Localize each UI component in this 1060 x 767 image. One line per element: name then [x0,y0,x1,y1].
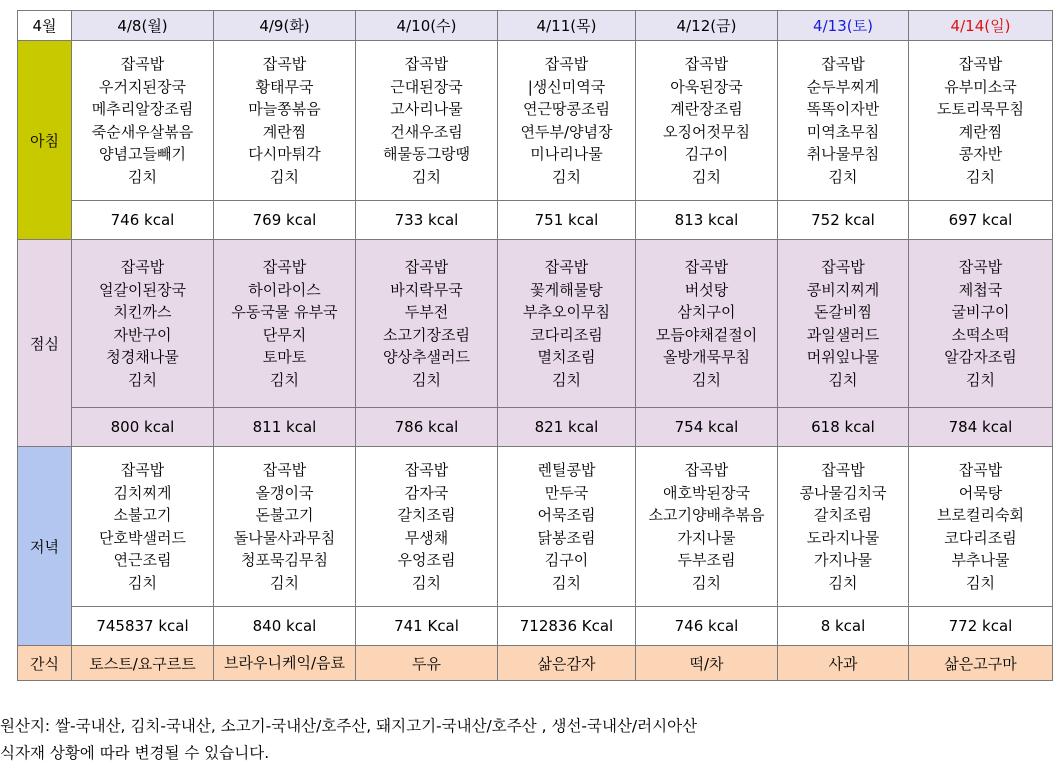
menu-item: 얼갈이된장국 [99,280,186,299]
menu-item: 우엉조림 [397,551,456,569]
menu-item: 렌틸콩밥 [537,461,596,479]
kcal-value: 741 Kcal [356,607,498,646]
menu-item: 김치 [412,167,441,186]
menu-item: 김치 [692,573,721,592]
menu-item: 단호박샐러드 [99,528,186,547]
menu-item: 마늘쫑볶음 [248,100,321,118]
kcal-value: 800 kcal [72,408,214,447]
menu-item: 청포묵김무침 [241,551,328,569]
kcal-value: 618 kcal [778,408,909,447]
kcal-row [18,607,1053,646]
menu-cell [498,41,636,201]
menu-item: 해물동그랑땡 [383,145,470,163]
menu-item: 돌나물사과무침 [233,528,336,547]
menu-item: 도토리묵무침 [937,100,1024,118]
day-header: 4/8(월) [72,11,214,41]
menu-item: 고사리나물 [390,100,463,118]
menu-item: 버섯탕 [684,280,729,299]
kcal-value: 772 kcal [909,607,1053,646]
menu-item: 두부조림 [677,551,736,569]
meal-row [18,447,1053,607]
menu-item: 김치찌게 [113,483,172,502]
day-header: 4/13(토) [778,11,909,41]
menu-item: 잡곡밥 [958,258,1003,276]
menu-item: 소떡소떡 [951,325,1010,344]
kcal-value: 754 kcal [636,408,778,447]
menu-item: 김구이 [684,145,729,163]
snack-item: 브라우니케익/음료 [214,646,356,681]
kcal-value: 821 kcal [498,408,636,447]
menu-item: 김치 [966,167,995,186]
menu-item: 메추리알장조림 [91,100,194,118]
menu-item: 연근땅콩조림 [523,100,610,118]
menu-item: 김치 [692,370,721,389]
menu-item: 자반구이 [113,325,172,344]
menu-item: 계란장조림 [670,100,743,118]
kcal-value: 746 kcal [636,607,778,646]
menu-item: 우동국물 유부국 [231,303,338,321]
menu-item: 오징어젓무침 [663,122,750,141]
menu-cell [214,447,356,607]
snack-item: 삶은감자 [498,646,636,681]
month-label: 4월 [18,11,72,41]
menu-item: 삼치구이 [677,303,736,321]
menu-item: 잡곡밥 [262,258,307,276]
menu-item: 단무지 [262,325,307,344]
menu-item: 올갱이국 [255,483,314,502]
menu-item: 도라지나물 [806,528,880,547]
menu-item: 부추나물 [951,551,1010,569]
menu-item: 알감자조림 [944,348,1017,366]
menu-item: 올방개묵무침 [663,348,750,366]
snack-item: 삶은고구마 [909,646,1053,681]
kcal-value: 752 kcal [778,201,909,240]
menu-item: 김치 [270,370,299,389]
menu-item: 똑똑이자반 [806,100,880,118]
menu-cell [498,447,636,607]
menu-item: 코다리조림 [944,528,1017,547]
menu-item: 가지나물 [677,528,736,547]
menu-item: 잡곡밥 [262,461,307,479]
menu-item: 미역초무침 [806,122,880,141]
menu-item: 순두부찌게 [806,77,880,96]
meal-label: 저녁 [18,447,72,646]
menu-item: 잡곡밥 [821,55,865,73]
menu-cell [909,240,1053,408]
menu-item: 소고기양배추볶음 [648,506,765,524]
menu-item: 건새우조림 [390,122,463,141]
menu-item: 가지나물 [814,551,872,569]
menu-item: 잡곡밥 [958,55,1003,73]
menu-item: 김치 [128,573,157,592]
menu-cell [778,41,909,201]
kcal-value: 769 kcal [214,201,356,240]
snack-label: 간식 [18,646,72,681]
menu-item: 무생채 [404,528,449,547]
menu-item: 굴비구이 [951,303,1010,321]
menu-item: 부추오이무침 [523,303,610,321]
menu-item: 머위잎나물 [806,348,880,366]
snack-item: 두유 [356,646,498,681]
menu-item: 계란찜 [262,122,307,141]
menu-item: 잡곡밥 [684,258,729,276]
menu-item: 돈불고기 [255,506,314,524]
kcal-value: 745837 kcal [72,607,214,646]
snack-item: 사과 [778,646,909,681]
menu-item: 김치 [270,573,299,592]
menu-item: 미나리나물 [530,145,603,163]
meal-row [18,240,1053,408]
change-notice: 식자재 상황에 따라 변경될 수 있습니다. [0,744,270,762]
menu-item: 멸치조림 [537,348,596,366]
meal-label: 점심 [18,240,72,447]
menu-item: 콩자반 [958,145,1003,163]
snack-item: 토스트/요구르트 [72,646,214,681]
menu-cell [909,447,1053,607]
menu-item: 콩비지찌게 [806,280,880,299]
kcal-value: 697 kcal [909,201,1053,240]
kcal-row [18,201,1053,240]
menu-item: 유부미소국 [944,77,1017,96]
footer-notes [0,713,697,767]
kcal-value: 733 kcal [356,201,498,240]
menu-item: 바지락무국 [390,280,463,299]
menu-item: 양념고들빼기 [99,145,186,163]
menu-item: 양상추샐러드 [383,348,470,366]
menu-cell [214,41,356,201]
snack-item: 떡/차 [636,646,778,681]
menu-item: 죽순새우살볶음 [91,122,194,141]
kcal-value: 813 kcal [636,201,778,240]
menu-item: 어묵탕 [958,483,1003,502]
meal-row [18,41,1053,201]
meal-label: 아침 [18,41,72,240]
menu-item: 김치 [128,370,157,389]
day-header: 4/14(일) [909,11,1053,41]
menu-item: 잡곡밥 [404,258,449,276]
menu-item: 콩나물김치국 [799,483,887,502]
day-header: 4/10(수) [356,11,498,41]
menu-cell [498,240,636,408]
menu-cell [778,240,909,408]
kcal-value: 746 kcal [72,201,214,240]
menu-item: 연두부/양념장 [520,122,613,141]
kcal-value: 751 kcal [498,201,636,240]
menu-cell [778,447,909,607]
kcal-value: 840 kcal [214,607,356,646]
menu-item: 김치 [828,573,858,592]
menu-item: 잡곡밥 [404,461,449,479]
menu-item: 잡곡밥 [544,55,589,73]
menu-item: 잡곡밥 [821,258,865,276]
menu-item: 아욱된장국 [670,77,743,96]
menu-item: 잡곡밥 [120,55,165,73]
origin-note: 원산지: 쌀-국내산, 김치-국내산, 소고기-국내산/호주산, 돼지고기-국내산/호주산 , 생선-국내산/러시아산 [0,717,698,735]
menu-item: 김구이 [544,551,589,569]
menu-item: 청경채나물 [106,348,179,366]
menu-item: 꽃게해물탕 [530,280,603,299]
menu-item: 과일샐러드 [806,325,880,344]
menu-item: 두부전 [404,303,449,321]
menu-item: 돈갈비찜 [814,303,872,321]
menu-cell [72,41,214,201]
kcal-value: 786 kcal [356,408,498,447]
menu-item: 김치 [552,370,581,389]
menu-cell [72,240,214,408]
menu-item: 갈치조림 [814,506,872,524]
menu-item: 김치 [270,167,299,186]
menu-item: 잡곡밥 [684,461,729,479]
menu-item: 하이라이스 [248,280,321,299]
menu-item: 소불고기 [113,506,172,524]
menu-item: 만두국 [544,483,589,502]
menu-item: 잡곡밥 [120,461,165,479]
menu-item: 김치 [128,167,157,186]
menu-item: 잡곡밥 [404,55,449,73]
kcal-value: 8 kcal [778,607,909,646]
menu-item: 김치 [412,573,441,592]
menu-item: 우거지된장국 [99,77,186,96]
menu-cell [909,41,1053,201]
menu-item: 브로컬리숙회 [937,506,1024,524]
menu-item: 김치 [966,573,995,592]
header-row [18,11,1053,41]
menu-cell [636,41,778,201]
menu-item: 김치 [552,573,581,592]
kcal-value: 784 kcal [909,408,1053,447]
menu-item: 갈치조림 [397,506,456,524]
kcal-row [18,408,1053,447]
day-header: 4/9(화) [214,11,356,41]
menu-item: 잡곡밥 [120,258,165,276]
menu-item: 감자국 [404,483,449,502]
kcal-value: 712836 Kcal [498,607,636,646]
menu-item: 잡곡밥 [544,258,589,276]
menu-cell [636,447,778,607]
menu-item: 토마토 [262,348,307,366]
menu-item: 김치 [966,370,995,389]
menu-cell [636,240,778,408]
menu-item: 애호박된장국 [663,483,750,502]
kcal-value: 811 kcal [214,408,356,447]
menu-cell [356,447,498,607]
menu-item: 잡곡밥 [958,461,1003,479]
snack-row [18,646,1053,681]
menu-item: 잡곡밥 [262,55,307,73]
menu-item: 취나물무침 [806,145,880,163]
menu-item: 근대된장국 [390,77,463,96]
menu-item: 계란찜 [958,122,1003,141]
day-header: 4/11(목) [498,11,636,41]
menu-cell [356,240,498,408]
menu-cell [72,447,214,607]
menu-item: 모듬야채겉절이 [655,325,758,344]
menu-item: 잡곡밥 [821,461,865,479]
menu-item: 소고기장조림 [383,325,470,344]
menu-item: 다시마튀각 [248,145,321,163]
menu-item: 김치 [692,167,721,186]
menu-item: 치킨까스 [113,303,172,321]
menu-item: 코다리조림 [530,325,603,344]
menu-item: 황태무국 [255,77,314,96]
menu-item: 제첩국 [958,280,1003,299]
menu-item: 닭봉조림 [537,528,596,547]
menu-item: 김치 [552,167,581,186]
menu-cell [214,240,356,408]
menu-item: 김치 [828,167,858,186]
menu-item: |생신미역국 [527,77,606,96]
menu-item: 연근조림 [113,551,172,569]
day-header: 4/12(금) [636,11,778,41]
menu-item: 잡곡밥 [684,55,729,73]
weekly-menu-table [17,10,1053,681]
menu-cell [356,41,498,201]
menu-item: 김치 [412,370,441,389]
menu-item: 김치 [828,370,858,389]
menu-item: 어묵조림 [537,506,596,524]
